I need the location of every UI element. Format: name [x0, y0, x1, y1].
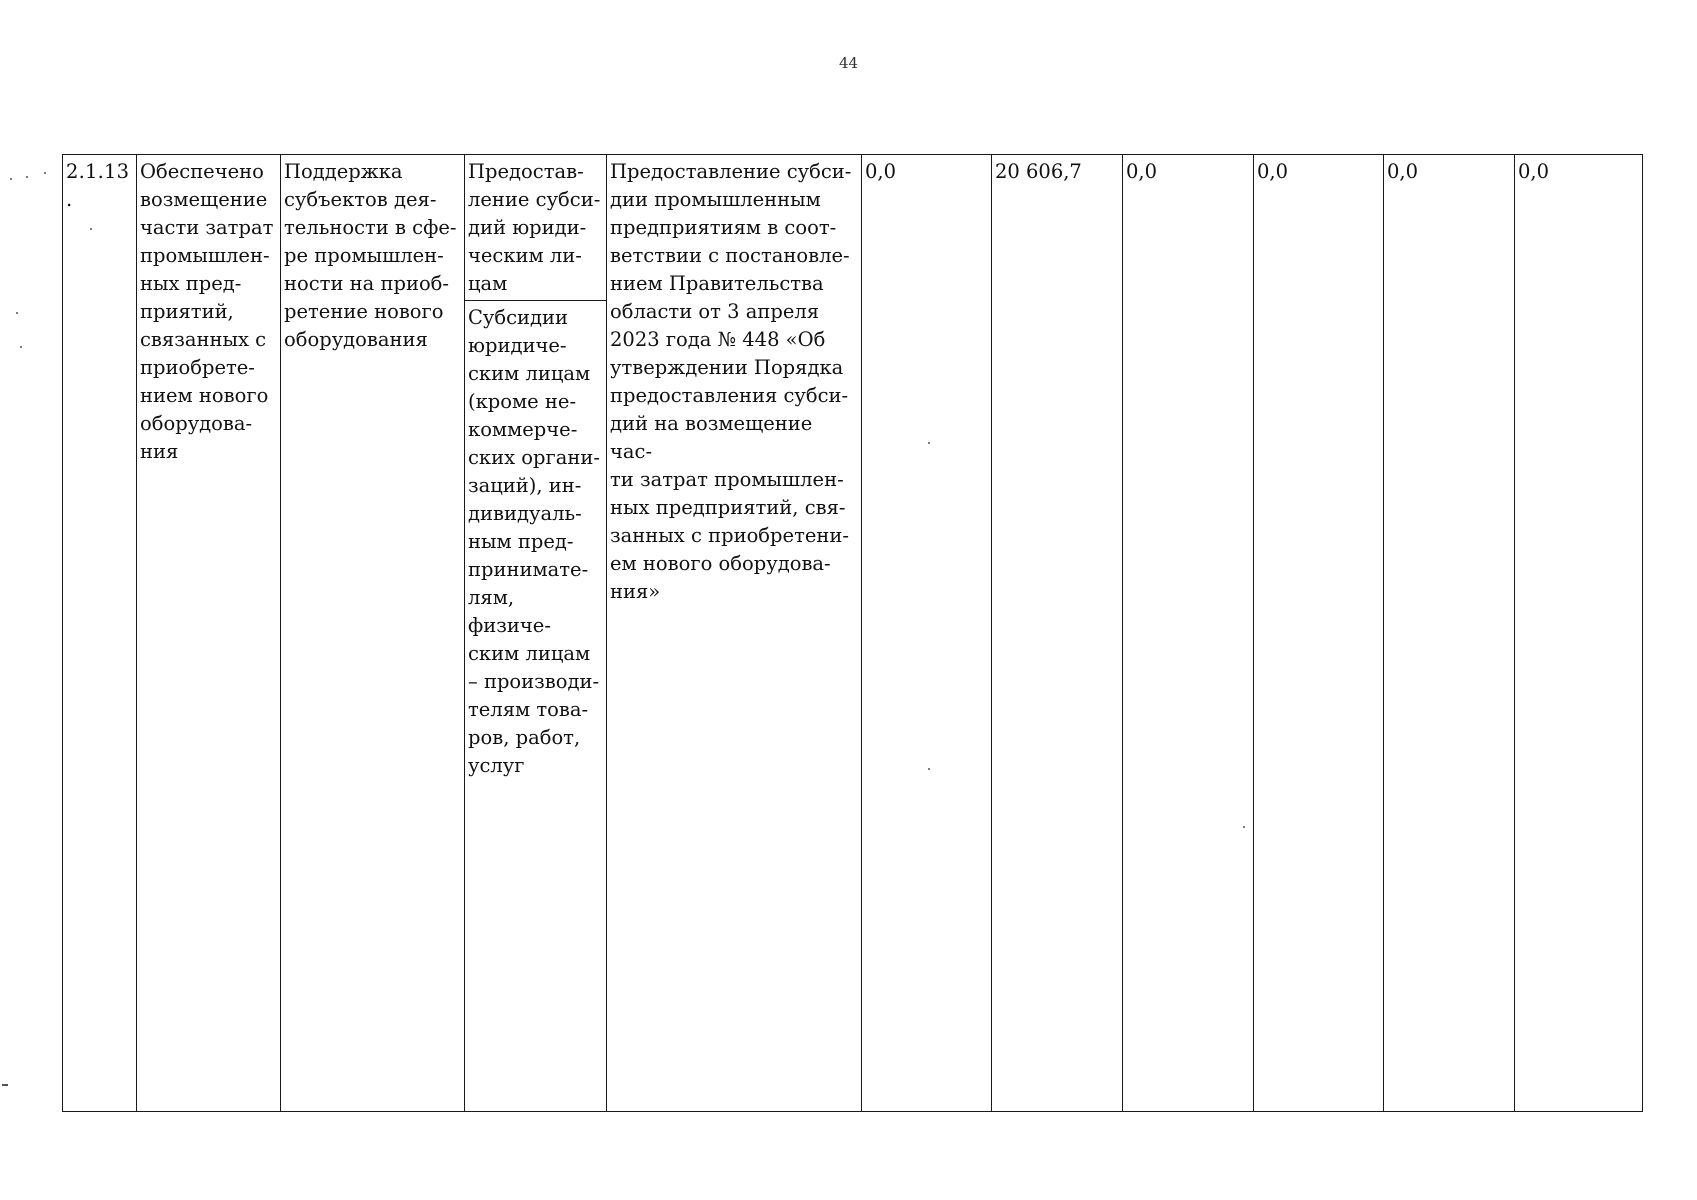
- item-code-cell: [63, 155, 137, 1112]
- scan-speck: [10, 178, 12, 180]
- scan-speck: [90, 228, 92, 230]
- value-cell: [1384, 155, 1515, 1112]
- result-cell: [137, 155, 281, 1112]
- measure-text: Поддержка субъектов дея- тельности в сфе- ре промышлен- ности на приоб- ретение нового оборудования: [284, 160, 457, 351]
- table-row: [63, 155, 1643, 1112]
- budget-table: [62, 154, 1643, 1112]
- measure-cell: [281, 155, 465, 1112]
- scan-speck: [928, 442, 930, 444]
- description-text: Предоставление субси- дии промышленным предприятиям в соот- ветствии с постановле- нием Правительства области от 3 апреля 2023 года № 448 «Об утверждении Порядка предоставления субси- дий на возмещение час- ти затрат промышлен- ных предприятий, свя- занных с приобретени- ем нового оборудова- ния»: [610, 160, 852, 603]
- value-1: 0,0: [865, 160, 897, 183]
- scan-speck: [44, 172, 46, 174]
- value-6: 0,0: [1518, 160, 1550, 183]
- value-5: 0,0: [1387, 160, 1419, 183]
- scan-speck: [26, 176, 28, 178]
- description-cell: [607, 155, 862, 1112]
- value-3: 0,0: [1126, 160, 1158, 183]
- scan-speck: [1243, 826, 1245, 828]
- scan-speck: [928, 768, 930, 770]
- page-number: 44: [838, 54, 859, 72]
- result-text: Обеспечено возмещение части затрат промышлен- ных пред- приятий, связанных с приобрете- нием нового оборудова- ния: [140, 160, 274, 463]
- expense-cell: [465, 155, 607, 1112]
- item-code: 2.1.13.: [66, 160, 130, 211]
- scan-speck: [16, 312, 18, 314]
- value-cell: [992, 155, 1123, 1112]
- value-cell: [862, 155, 992, 1112]
- scan-speck: [20, 346, 22, 348]
- value-cell: [1123, 155, 1254, 1112]
- expense-type-text: Предостав- ление субси- дий юриди- ческим ли- цам: [465, 155, 606, 301]
- value-4: 0,0: [1257, 160, 1289, 183]
- scan-speck: [2, 1084, 8, 1086]
- recipient-type-text: Субсидии юридиче- ским лицам (кроме не- коммерче- ских органи- заций), ин- дивидуаль- ным пред- принимате- лям, физиче- ским лицам – производи- телям това- ров, работ, услуг: [468, 306, 600, 777]
- value-cell: [1254, 155, 1384, 1112]
- value-2: 20 606,7: [995, 160, 1082, 183]
- value-cell: [1515, 155, 1643, 1112]
